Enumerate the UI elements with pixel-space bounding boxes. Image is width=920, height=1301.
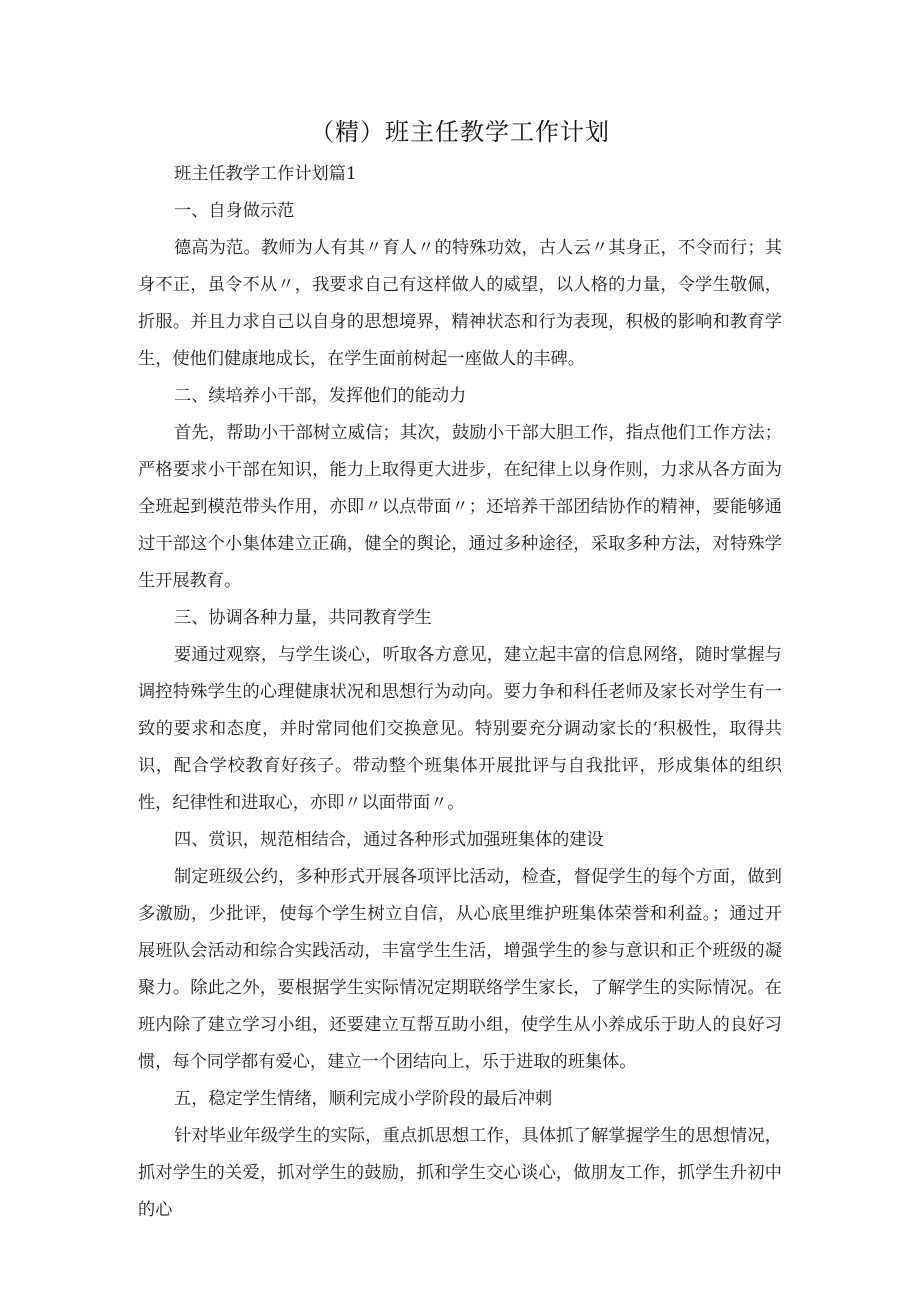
section-heading-4: 四、赏识，规范相结合，通过各种形式加强班集体的建设 <box>174 830 604 850</box>
body-paragraph-5: 针对毕业年级学生的实际，重点抓思想工作，具体抓了解掌握学生的思想情况，抓对学生的关爱，抓对学生的鼓励，抓和学生交心谈心，做朋友工作，抓学生升初中的心 <box>138 1126 782 1220</box>
section-heading-1: 一、自身做示范 <box>174 201 295 221</box>
document-title: （精）班主任教学工作计划 <box>310 118 610 146</box>
section-subtitle: 班主任教学工作计划篇1 <box>174 164 357 184</box>
body-paragraph-2: 首先，帮助小干部树立威信；其次，鼓励小干部大胆工作，指点他们工作方法；严格要求小干部在知识，能力上取得更大进步，在纪律上以身作则，力求从各方面为全班起到模范带头作用，亦即〃以点带面〃；还培养干部团结协作的精神，要能够通过干部这个小集体建立正确，健全的舆论，通过多种途径，采取多种方法，对特殊学生开展教育。 <box>138 423 782 591</box>
document-body <box>138 156 782 1229</box>
body-paragraph-3: 要通过观察，与学生谈心，听取各方意见，建立起丰富的信息网络，随时掌握与调控特殊学生的心理健康状况和思想行为动向。要力争和科任老师及家长对学生有一致的要求和态度，并时常同他们交换意见。特别要充分调动家长的‘积极性，取得共识，配合学校教育好孩子。带动整个班集体开展批评与自我批评，形成集体的组织性，纪律性和进取心，亦即〃以面带面〃。 <box>138 645 782 813</box>
section-heading-5: 五，稳定学生情绪，顺利完成小学阶段的最后冲刺 <box>174 1089 553 1109</box>
section-heading-3: 三、协调各种力量，共同教育学生 <box>174 608 432 628</box>
body-paragraph-4: 制定班级公约，多种形式开展各项评比活动，检查，督促学生的每个方面，做到多激励，少批评，使每个学生树立自信，从心底里维护班集体荣誉和利益。；通过开展班队会活动和综合实践活动，丰富学生生活，增强学生的参与意识和正个班级的凝聚力。除此之外，要根据学生实际情况定期联络学生家长，了解学生的实际情况。在班内除了建立学习小组，还要建立互帮互助小组，使学生从小养成乐于助人的良好习惯，每个同学都有爱心，建立一个团结向上，乐于进取的班集体。 <box>138 867 782 1072</box>
body-paragraph-1: 德高为范。教师为人有其〃育人〃的特殊功效，古人云〃其身正，不令而行；其身不正，虽令不从〃，我要求自己有这样做人的威望，以人格的力量，令学生敬佩，折服。并且力求自己以自身的思想境界，精神状态和行为表现，积极的影响和教育学生，使他们健康地成长，在学生面前树起一座做人的丰碑。 <box>138 238 782 369</box>
section-heading-2: 二、续培养小干部，发挥他们的能动力 <box>174 386 467 406</box>
